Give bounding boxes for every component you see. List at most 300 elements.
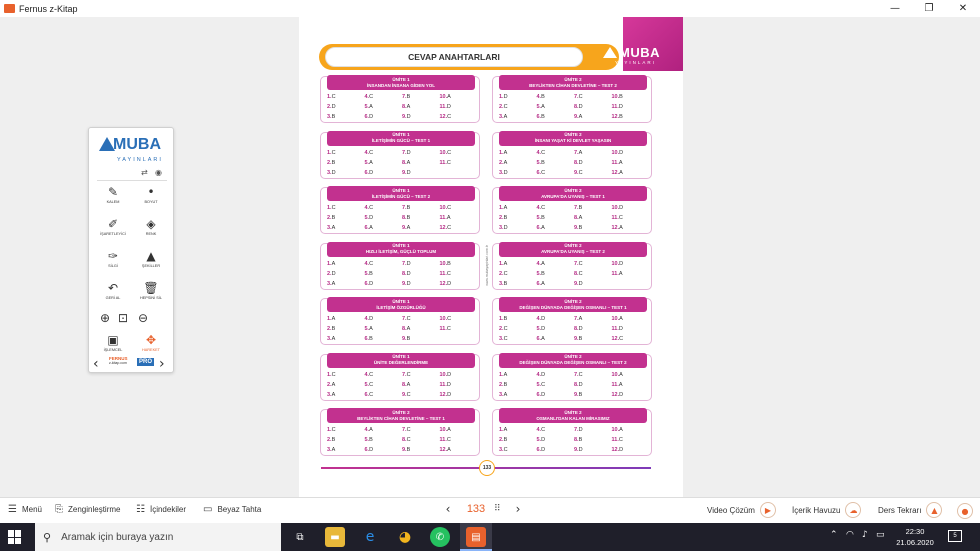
question-number: 6. bbox=[536, 391, 542, 398]
answer-letter: A bbox=[331, 391, 336, 398]
ders-tekrari-button[interactable] bbox=[878, 502, 942, 518]
answer-card bbox=[492, 243, 652, 290]
answer-row bbox=[499, 334, 649, 344]
answer-letter: D bbox=[369, 447, 374, 453]
user-profile-icon[interactable]: ● bbox=[957, 503, 973, 519]
answer-cell bbox=[365, 94, 403, 100]
answer-cell bbox=[612, 392, 650, 398]
answer-letter: B bbox=[541, 215, 545, 221]
answer-card bbox=[492, 76, 652, 123]
question-number: 9. bbox=[402, 280, 407, 287]
answer-cell bbox=[499, 437, 537, 443]
answer-letter: A bbox=[447, 427, 451, 433]
answer-cell bbox=[499, 427, 537, 433]
answer-cell bbox=[365, 437, 403, 443]
question-number: 2. bbox=[327, 326, 332, 332]
answer-letter: D bbox=[446, 104, 451, 110]
answer-card-topic: AVRUPA'DA UYANIŞ – TEST 1 bbox=[541, 193, 605, 199]
answer-cell bbox=[440, 94, 478, 100]
question-number: 4. bbox=[536, 94, 542, 100]
isaretle-icon: ▣ bbox=[107, 333, 119, 347]
grid-view-icon[interactable]: ⠿ bbox=[494, 504, 501, 514]
answer-letter: D bbox=[619, 391, 624, 398]
answer-cell bbox=[574, 150, 612, 156]
answer-row bbox=[499, 445, 649, 455]
answer-card bbox=[320, 187, 480, 234]
prev-page-icon[interactable]: ‹ bbox=[445, 502, 451, 516]
answer-row bbox=[327, 168, 477, 178]
answer-letter: D bbox=[619, 149, 624, 156]
answer-card-unit: ÜNİTE 1 bbox=[392, 354, 410, 359]
answer-letter: A bbox=[331, 280, 336, 287]
answer-letter: D bbox=[406, 260, 411, 267]
menu-label: Menü bbox=[21, 505, 42, 514]
answer-letter: B bbox=[503, 215, 508, 221]
answer-cell bbox=[365, 447, 403, 453]
answer-cell bbox=[365, 382, 403, 388]
answer-letter: A bbox=[541, 260, 545, 267]
question-number: 8. bbox=[402, 215, 407, 221]
question-number: 9. bbox=[402, 169, 407, 176]
title-bar bbox=[0, 0, 980, 17]
tool-sekiller[interactable] bbox=[133, 248, 169, 276]
tool-isaretleyici[interactable] bbox=[95, 216, 131, 244]
question-number: 3. bbox=[499, 447, 504, 453]
question-number: 1. bbox=[499, 205, 504, 211]
question-number: 1. bbox=[327, 149, 332, 156]
answer-letter: A bbox=[503, 260, 508, 267]
publisher-logo-text: MUBA bbox=[619, 45, 660, 60]
next-page-icon[interactable]: › bbox=[515, 502, 521, 516]
question-number: 4. bbox=[536, 316, 542, 322]
answer-row bbox=[499, 370, 649, 380]
whiteboard-icon: ▭ bbox=[203, 504, 213, 515]
answer-cell bbox=[327, 104, 365, 110]
question-number: 12. bbox=[439, 391, 448, 398]
restore-button[interactable]: ❐ bbox=[924, 3, 934, 14]
answer-card-topic: İLETİŞİMİN GÜCÜ – TEST 1 bbox=[371, 138, 431, 143]
answer-letter: A bbox=[541, 225, 545, 231]
answer-letter: D bbox=[369, 215, 374, 221]
icindekiler-button[interactable] bbox=[136, 504, 186, 515]
answer-letter: C bbox=[331, 371, 336, 378]
answer-card-unit: ÜNİTE 1 bbox=[392, 132, 410, 137]
answer-card bbox=[320, 354, 480, 401]
answer-cell bbox=[612, 427, 650, 433]
network-icon[interactable]: ◠ bbox=[846, 530, 854, 540]
answer-cell bbox=[537, 437, 575, 443]
answer-letter: C bbox=[369, 381, 374, 388]
windows-start-icon[interactable] bbox=[8, 530, 22, 544]
question-number: 5. bbox=[536, 437, 542, 443]
question-number: 9. bbox=[574, 280, 579, 287]
tool-renk[interactable] bbox=[133, 216, 169, 244]
answer-row bbox=[499, 425, 649, 435]
answer-cell bbox=[327, 281, 365, 287]
question-number: 10. bbox=[439, 94, 448, 100]
menu-button[interactable] bbox=[8, 504, 42, 515]
answer-letter: A bbox=[578, 316, 583, 322]
question-number: 3. bbox=[327, 336, 332, 342]
question-number: 7. bbox=[402, 427, 407, 433]
tools-logo-text: MUBA bbox=[113, 136, 161, 153]
question-number: 5. bbox=[536, 215, 542, 221]
answer-row bbox=[499, 279, 649, 289]
tool-isaretle[interactable] bbox=[95, 332, 131, 360]
answer-letter: C bbox=[578, 94, 583, 100]
answer-cell bbox=[612, 104, 650, 110]
answer-letter: C bbox=[446, 326, 451, 332]
answer-card-topic: İLETİŞİMİN GÜCÜ – TEST 2 bbox=[371, 193, 431, 199]
answer-cell bbox=[327, 326, 365, 332]
answer-card-title bbox=[327, 131, 475, 146]
answer-card bbox=[492, 298, 652, 345]
answer-letter: C bbox=[446, 270, 451, 277]
edge-icon[interactable]: e bbox=[365, 529, 375, 545]
question-number: 10. bbox=[439, 260, 448, 267]
answer-cell bbox=[402, 104, 440, 110]
answer-cell bbox=[365, 215, 403, 221]
question-number: 3. bbox=[499, 391, 504, 398]
answer-card-title bbox=[499, 297, 647, 312]
question-number: 7. bbox=[402, 316, 407, 322]
answer-cell bbox=[327, 94, 365, 100]
answer-cell bbox=[365, 336, 403, 342]
answer-letter: B bbox=[369, 270, 373, 277]
question-number: 1. bbox=[327, 371, 332, 378]
question-number: 3. bbox=[327, 225, 332, 231]
answer-row bbox=[499, 314, 649, 324]
answer-letter: B bbox=[369, 336, 373, 342]
answer-cell bbox=[612, 447, 650, 453]
answer-cell bbox=[402, 336, 440, 342]
question-number: 10. bbox=[439, 316, 448, 322]
answer-cell bbox=[402, 170, 440, 176]
clock-time: 22:30 bbox=[905, 527, 925, 536]
answer-letter: C bbox=[503, 447, 508, 453]
question-number: 4. bbox=[536, 260, 542, 267]
answer-letter: D bbox=[541, 391, 546, 398]
answer-cell bbox=[440, 225, 478, 231]
answer-letter: A bbox=[331, 336, 336, 342]
question-number: 7. bbox=[574, 427, 579, 433]
answer-row bbox=[327, 435, 477, 445]
answer-card-topic: HIZLI İLETİŞİM, GÜÇLÜ TOPLUM bbox=[365, 249, 437, 254]
question-number: 8. bbox=[402, 159, 407, 166]
answer-letter: B bbox=[578, 336, 583, 342]
answer-card-unit: ÜNİTE 2 bbox=[564, 409, 582, 415]
answer-cell bbox=[612, 150, 650, 156]
answer-cell bbox=[499, 372, 537, 378]
question-number: 9. bbox=[574, 391, 579, 398]
isaretleyici-icon: ✐ bbox=[107, 217, 119, 231]
answer-letter: A bbox=[369, 225, 373, 231]
question-number: 9. bbox=[402, 447, 407, 453]
tools-divider bbox=[97, 180, 167, 181]
task-view-icon[interactable]: ⧉ bbox=[296, 531, 304, 543]
question-number: 1. bbox=[327, 316, 332, 322]
answer-row bbox=[327, 314, 477, 324]
answer-cell bbox=[537, 447, 575, 453]
question-number: 3. bbox=[327, 447, 332, 453]
answer-letter: A bbox=[503, 114, 508, 120]
answer-letter: B bbox=[541, 270, 545, 277]
publisher-logo-mark-icon bbox=[603, 47, 617, 58]
answer-letter: C bbox=[406, 427, 411, 433]
answer-cell bbox=[440, 382, 478, 388]
answer-letter: B bbox=[541, 159, 545, 166]
list-icon: ☷ bbox=[136, 504, 145, 515]
question-number: 5. bbox=[536, 381, 542, 388]
taskbar-clock[interactable] bbox=[890, 526, 940, 548]
answer-cell bbox=[440, 326, 478, 332]
answer-cell bbox=[402, 427, 440, 433]
question-number: 2. bbox=[327, 381, 332, 388]
tool-kalem[interactable] bbox=[95, 184, 131, 212]
answer-cell bbox=[537, 427, 575, 433]
answer-letter: D bbox=[578, 326, 583, 332]
answer-card-title bbox=[499, 408, 647, 423]
answer-cell bbox=[402, 114, 440, 120]
fernus-brand-text: FERNUS bbox=[109, 356, 128, 361]
icerik-havuzu-button[interactable] bbox=[792, 502, 861, 518]
file-explorer-icon[interactable]: ▬ bbox=[325, 527, 345, 547]
answer-letter: A bbox=[541, 336, 545, 342]
answer-row bbox=[499, 112, 649, 122]
question-number: 11. bbox=[611, 270, 619, 277]
tool-label: ŞEKİLLER bbox=[141, 264, 161, 268]
side-url-text: www.mubayayinlari.com.tr bbox=[485, 245, 489, 286]
question-number: 11. bbox=[439, 381, 447, 388]
answer-letter: C bbox=[578, 371, 583, 378]
answer-cell bbox=[365, 261, 403, 267]
question-number: 2. bbox=[327, 437, 332, 443]
answer-letter: D bbox=[331, 104, 336, 110]
question-number: 1. bbox=[499, 371, 504, 378]
answer-letter: D bbox=[331, 169, 336, 176]
chrome-icon[interactable]: ◕ bbox=[398, 529, 412, 545]
answer-cell bbox=[574, 382, 612, 388]
battery-icon[interactable]: ▭ bbox=[876, 530, 885, 540]
question-number: 5. bbox=[364, 104, 370, 110]
answer-cell bbox=[612, 336, 650, 342]
zenginlestirme-button[interactable] bbox=[55, 504, 120, 515]
answer-cell bbox=[327, 225, 365, 231]
tool-geri-al[interactable] bbox=[95, 280, 131, 308]
answer-letter: D bbox=[578, 104, 583, 110]
answer-letter: A bbox=[331, 316, 336, 322]
answer-letter: B bbox=[619, 94, 623, 100]
minimize-button[interactable]: — bbox=[890, 3, 900, 14]
answer-cell bbox=[574, 205, 612, 211]
answer-cell bbox=[402, 271, 440, 277]
taskbar-search-box[interactable] bbox=[35, 523, 281, 551]
answer-card-topic: İNSANI YAŞAT Kİ DEVLET YAŞASIN bbox=[534, 138, 612, 143]
tool-label: İŞLEMCEL bbox=[103, 348, 123, 352]
question-number: 8. bbox=[402, 104, 407, 110]
question-number: 2. bbox=[327, 104, 332, 110]
question-number: 3. bbox=[499, 169, 504, 176]
answer-cell bbox=[365, 281, 403, 287]
answer-cell bbox=[402, 447, 440, 453]
page-number-field[interactable]: 133 bbox=[466, 503, 486, 515]
question-number: 11. bbox=[611, 215, 619, 221]
question-number: 10. bbox=[611, 371, 620, 378]
tray-chevron-icon[interactable]: ⌃ bbox=[830, 530, 838, 540]
answer-card bbox=[492, 132, 652, 179]
volume-icon[interactable]: ♪ bbox=[862, 530, 868, 540]
answer-cell bbox=[537, 215, 575, 221]
answer-letter: B bbox=[331, 326, 336, 332]
answer-letter: B bbox=[369, 437, 373, 443]
answer-cell bbox=[574, 281, 612, 287]
question-number: 8. bbox=[574, 159, 579, 166]
answer-card bbox=[492, 409, 652, 456]
answer-letter: C bbox=[618, 437, 623, 443]
answer-letter: D bbox=[619, 205, 624, 211]
question-number: 11. bbox=[439, 270, 447, 277]
answer-cell bbox=[612, 205, 650, 211]
answer-card-title bbox=[499, 131, 647, 146]
answer-letter: D bbox=[541, 437, 546, 443]
answer-cell bbox=[327, 427, 365, 433]
eye-icon[interactable]: ◉ bbox=[155, 168, 162, 177]
beyaz-tahta-button[interactable] bbox=[203, 504, 261, 515]
question-number: 8. bbox=[402, 381, 407, 388]
answer-cell bbox=[499, 150, 537, 156]
answer-letter: B bbox=[406, 336, 411, 342]
answer-cell bbox=[440, 104, 478, 110]
answer-letter: A bbox=[406, 104, 411, 110]
answer-cell bbox=[537, 336, 575, 342]
answer-letter: B bbox=[503, 316, 508, 322]
tool-boyut[interactable] bbox=[133, 184, 169, 212]
answer-letter: C bbox=[618, 215, 623, 221]
tool-silgi[interactable] bbox=[95, 248, 131, 276]
answer-letter: D bbox=[541, 316, 546, 322]
question-number: 6. bbox=[364, 225, 370, 231]
answer-card-title bbox=[327, 75, 475, 90]
question-number: 10. bbox=[439, 427, 448, 433]
whatsapp-icon[interactable]: ✆ bbox=[430, 527, 450, 547]
answer-row bbox=[499, 324, 649, 334]
answer-cell bbox=[327, 271, 365, 277]
tools-prev-icon[interactable]: ‹ bbox=[93, 356, 99, 372]
answer-card-topic: DEĞİŞEN DÜNYADA DEĞİŞEN OSMANLI – TEST 1 bbox=[519, 304, 627, 310]
answer-card-topic: DEĞİŞEN DÜNYADA DEĞİŞEN OSMANLI – TEST 2 bbox=[519, 360, 627, 365]
fernus-taskbar-item[interactable] bbox=[460, 523, 492, 551]
zoom-out-icon: ⊖ bbox=[137, 311, 149, 325]
answer-letter: A bbox=[618, 381, 623, 388]
answer-letter: A bbox=[331, 447, 336, 453]
answer-cell bbox=[574, 225, 612, 231]
app-book-icon bbox=[4, 4, 15, 13]
graduation-cap-icon: ▲ bbox=[926, 502, 942, 518]
answer-row bbox=[327, 223, 477, 233]
answer-cell bbox=[499, 382, 537, 388]
answer-letter: C bbox=[447, 225, 452, 231]
question-number: 6. bbox=[536, 280, 542, 287]
tool-label: BOYUT bbox=[144, 200, 158, 204]
answer-cell bbox=[612, 215, 650, 221]
answer-row bbox=[327, 269, 477, 279]
answer-cell bbox=[402, 215, 440, 221]
answer-letter: B bbox=[406, 205, 411, 211]
answer-cell bbox=[574, 447, 612, 453]
answer-cell bbox=[402, 326, 440, 332]
answer-letter: C bbox=[578, 270, 583, 277]
answer-cell bbox=[574, 170, 612, 176]
answer-cell bbox=[537, 150, 575, 156]
answer-row bbox=[327, 92, 477, 102]
question-number: 1. bbox=[499, 94, 504, 100]
answer-letter: A bbox=[503, 391, 508, 398]
paperclip-icon: ⎘ bbox=[55, 504, 63, 515]
question-number: 8. bbox=[574, 381, 579, 388]
answer-letter: A bbox=[369, 427, 373, 433]
answer-row bbox=[499, 203, 649, 213]
question-number: 1. bbox=[499, 427, 504, 433]
answer-cell bbox=[537, 316, 575, 322]
answer-letter: D bbox=[369, 169, 374, 176]
answer-cell bbox=[612, 372, 650, 378]
answer-cell bbox=[537, 281, 575, 287]
tools-next-icon[interactable]: › bbox=[159, 356, 165, 372]
answer-cell bbox=[537, 170, 575, 176]
question-number: 4. bbox=[536, 205, 542, 211]
answer-letter: C bbox=[331, 205, 336, 211]
link-icon[interactable]: ⇄ bbox=[141, 168, 148, 177]
video-cozum-button[interactable] bbox=[707, 502, 776, 518]
answer-cell bbox=[612, 382, 650, 388]
answer-letter: C bbox=[503, 104, 508, 110]
answer-letter: C bbox=[578, 260, 583, 267]
close-button[interactable]: ✕ bbox=[958, 3, 968, 14]
answer-letter: A bbox=[331, 260, 336, 267]
zenginlestirme-label: Zenginleştirme bbox=[68, 505, 121, 514]
answer-letter: A bbox=[503, 371, 508, 378]
answer-letter: C bbox=[331, 427, 336, 433]
question-number: 1. bbox=[499, 260, 504, 267]
question-number: 11. bbox=[611, 326, 619, 332]
tool-hepsini-sil[interactable] bbox=[133, 280, 169, 308]
answer-cell bbox=[402, 225, 440, 231]
answer-cell bbox=[402, 316, 440, 322]
question-number: 4. bbox=[536, 149, 542, 156]
question-number: 11. bbox=[439, 437, 447, 443]
answer-row bbox=[327, 380, 477, 390]
question-number: 5. bbox=[364, 381, 370, 388]
answer-letter: A bbox=[619, 427, 623, 433]
answer-letter: B bbox=[331, 159, 336, 166]
tool-label: İŞARETLEYİCİ bbox=[100, 232, 126, 236]
answer-cell bbox=[612, 94, 650, 100]
answer-card-unit: ÜNİTE 1 bbox=[392, 243, 410, 248]
tool-hareket[interactable] bbox=[133, 332, 169, 360]
answer-letter: A bbox=[541, 104, 545, 110]
question-number: 3. bbox=[327, 280, 332, 287]
answer-row bbox=[499, 269, 649, 279]
notification-center-icon[interactable]: 5 bbox=[948, 530, 962, 542]
answer-cell bbox=[365, 427, 403, 433]
beyaz-tahta-label: Beyaz Tahta bbox=[217, 505, 262, 514]
answer-cell bbox=[537, 261, 575, 267]
answer-card-unit: ÜNİTE 2 bbox=[392, 409, 410, 415]
answer-cell bbox=[327, 392, 365, 398]
fit-icon: ⊡ bbox=[117, 311, 129, 325]
question-number: 5. bbox=[364, 159, 370, 166]
question-number: 6. bbox=[364, 391, 370, 398]
